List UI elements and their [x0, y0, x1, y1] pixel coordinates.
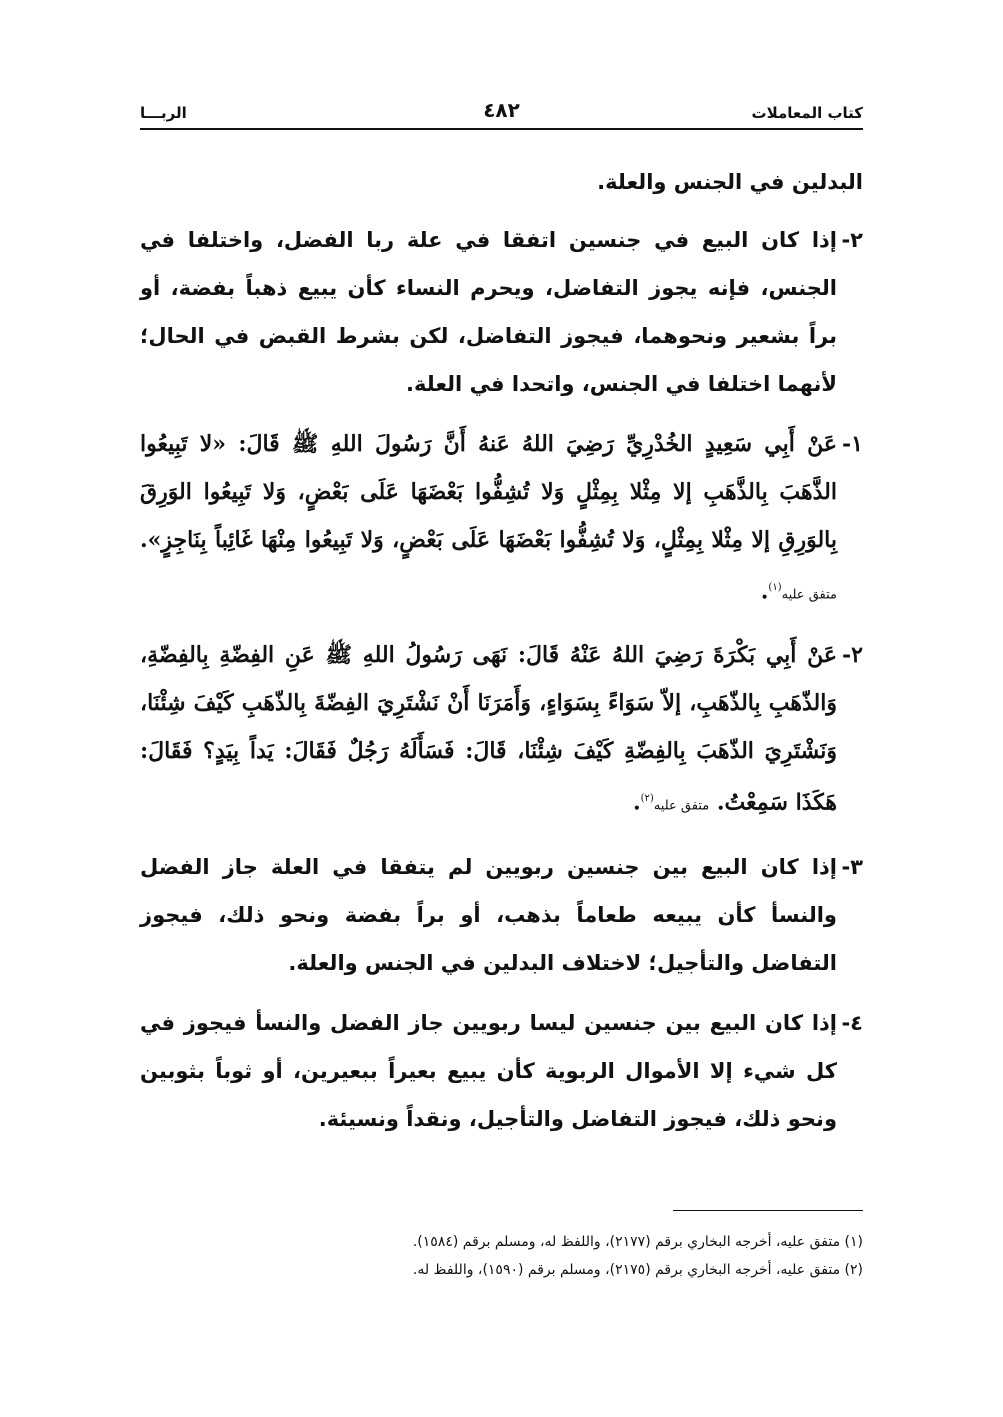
- hadith-2-text: عَنْ أَبِي بَكْرَةَ رَضِيَ اللهُ عَنْهُ قَالَ: نَهَى رَسُولُ اللهِ ﷺ عَنِ الفِضّةِ بِالفِضّةِ، وَالذّهَبِ بِالذّهَبِ، إلاّ سَوَاءً بِسَوَاءٍ، وَأَمَرَنَا أَنْ نَشْتَرِيَ الفِضّةَ بِالذّهَبِ كَيْفَ شِئْنَا، وَنَشْتَرِيَ الذّهَبَ بِالفِضّةِ كَيْفَ شِئْنَا، قَالَ: فَسَأَلَهُ رَجُلٌ فَقَالَ: يَداً بِيَدٍ؟ فَقَالَ: هَكَذَا سَمِعْتُ.: [140, 642, 837, 816]
- page-number: ٤٨٢: [483, 98, 520, 122]
- hadith-2-source: متفق عليه: [653, 798, 710, 814]
- page-header: [140, 88, 863, 126]
- footnote-ref-1: (١): [768, 582, 782, 593]
- footnotes: [140, 1228, 863, 1284]
- page: [140, 88, 863, 1348]
- footnote-1: (١) متفق عليه، أخرجه البخاري برقم (٢١٧٧)، واللفظ له، ومسلم برقم (١٥٨٤).: [412, 1234, 863, 1250]
- rule-2: [140, 216, 863, 408]
- hadith-1-source: متفق عليه: [781, 587, 837, 603]
- rule-2-number: ٢-: [841, 228, 863, 252]
- hadith-1-text: عَنْ أَبِي سَعِيدٍ الخُدْرِيِّ رَضِيَ اللهُ عَنهُ أَنَّ رَسُولَ اللهِ ﷺ قَالَ: «لا تَبِيعُوا الذَّهَبَ بِالذَّهَبِ إلا مِثْلا بِمِثْلٍ وَلا تُشِفُّوا بَعْضَهَا عَلَى بَعْضٍ، وَلا تَبِيعُوا الوَرِقَ بِالوَرِقِ إلا مِثْلا بِمِثْلٍ، وَلا تُشِفُّوا بَعْضَهَا عَلَى بَعْضٍ، وَلا تَبِيعُوا مِنْهَا غَائِباً بِنَاجِزٍ».: [140, 431, 837, 553]
- rule-2-text: إذا كان البيع في جنسين اتفقا في علة ربا الفضل، واختلفا في الجنس، فإنه يجوز التفاضل، ويحرم النساء كأن يبيع ذهباً بفضة، أو براً بشعير ونحوهما، فيجوز التفاضل، لكن بشرط القبض في الحال؛ لأنهما اختلفا في الجنس، واتحدا في العلة.: [140, 228, 837, 396]
- rule-4: [140, 999, 863, 1143]
- main-text: [140, 158, 863, 1155]
- hadith-2-number: ٢-: [842, 642, 863, 669]
- hadith-2-end: .: [632, 789, 641, 816]
- footnote-divider: [673, 1210, 863, 1211]
- rule-3: [140, 843, 863, 987]
- hadith-1-number: ١-: [842, 431, 863, 457]
- hadith-1-end: .: [760, 578, 769, 605]
- header-divider: [140, 128, 863, 130]
- rule-4-number: ٤-: [841, 1010, 863, 1035]
- rule-3-number: ٣-: [841, 854, 863, 879]
- intro-line: البدلين في الجنس والعلة.: [597, 170, 863, 194]
- hadith-1: [140, 420, 863, 619]
- footnote-2: (٢) متفق عليه، أخرجه البخاري برقم (٢١٧٥)، ومسلم برقم (١٥٩٠)، واللفظ له.: [412, 1262, 863, 1278]
- rule-3-text: إذا كان البيع بين جنسين ربويين لم يتفقا في العلة جاز الفضل والنسأ كأن يبيعه طعاماً بذهب، أو براً بفضة ونحو ذلك، فيجوز التفاضل والتأجيل؛ لاختلاف البدلين في الجنس والعلة.: [140, 854, 837, 975]
- rule-4-text: إذا كان البيع بين جنسين ليسا ربويين جاز الفضل والنسأ فيجوز في كل شيء إلا الأموال الربوية كأن يبيع بعيراً ببعيرين، أو ثوباً بثوبين ونحو ذلك، فيجوز التفاضل والتأجيل، ونقداً ونسيئة.: [140, 1010, 837, 1131]
- book-title: كتاب المعاملات: [751, 104, 863, 122]
- hadith-2: [140, 631, 863, 830]
- footnote-ref-2: (٢): [640, 793, 654, 805]
- chapter-title: الربـــا: [140, 104, 187, 122]
